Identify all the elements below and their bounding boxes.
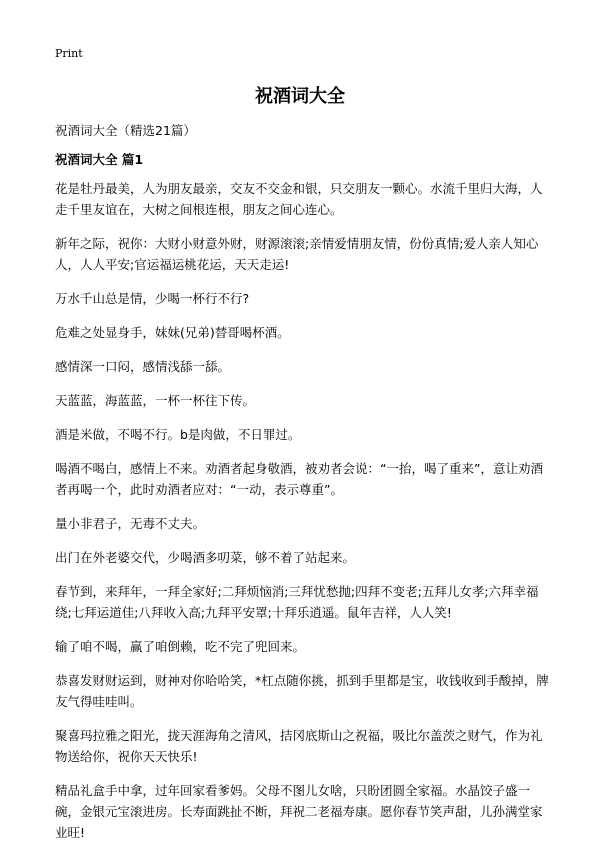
paragraph: 量小非君子，无毒不丈夫。 <box>55 516 206 531</box>
paragraph: 危难之处显身手，妹妹(兄弟)替哥喝杯酒。 <box>55 325 290 340</box>
paragraph: 喝酒不喝白，感情上不来。劝酒者起身敬酒，被劝者会说：“一抬，喝了重来”，意让劝酒者再喝一个，此时劝酒者应对：“一动，表示尊重”。 <box>55 461 543 497</box>
paragraph: 精品礼盒手中拿，过年回家看爹妈。父母不图儿女啥，只盼团圆全家福。水晶饺子盛一碗，金银元宝滚进房。长寿面跳扯不断，拜祝二老福寿康。愿你春节笑声甜，儿孙满堂家业旺! <box>55 783 543 840</box>
paragraph: 新年之际，祝你：大财小财意外财，财源滚滚;亲情爱情朋友情，份份真情;爱人亲人知心人，人人平安;官运福运桃花运，天天走运! <box>55 236 539 272</box>
document-subtitle: 祝酒词大全（精选21篇） <box>55 123 196 138</box>
paragraph: 出门在外老婆交代，少喝酒多叨菜，够不着了站起来。 <box>55 550 356 565</box>
paragraph: 感情深一口闷，感情浅舔一舔。 <box>55 359 231 374</box>
article-body <box>55 178 550 856</box>
paragraph: 花是牡丹最美，人为朋友最亲，交友不交金和银，只交朋友一颗心。水流千里归大海，人走千里友谊在，大树之间根连根，朋友之间心连心。 <box>55 181 543 217</box>
document-title: 祝酒词大全 <box>255 86 345 107</box>
paragraph: 聚喜玛拉雅之阳光，拢天涯海角之清风，拮冈底斯山之祝福，吸比尔盖茨之财气，作为礼物送给你，祝你天天快乐! <box>55 728 543 764</box>
paragraph: 输了咱不喝，赢了咱倒赖，吃不完了兜回来。 <box>55 639 306 654</box>
paragraph: 恭喜发财财运到，财神对你哈哈笑，*杠点随你挑，抓到手里都是宝，收钱收到手酸掉，牌友气得哇哇叫。 <box>55 673 549 709</box>
paragraph: 天蓝蓝，海蓝蓝，一杯一杯往下传。 <box>55 393 256 408</box>
print-link[interactable]: Print <box>55 47 83 60</box>
section-heading: 祝酒词大全 篇1 <box>55 152 144 167</box>
paragraph: 酒是米做，不喝不行。b是肉做，不日罪过。 <box>55 427 301 442</box>
paragraph: 春节到，来拜年，一拜全家好;二拜烦恼消;三拜忧愁抛;四拜不变老;五拜儿女孝;六拜幸福绕;七拜运道佳;八拜收入高;九拜平安罩;十拜乐逍遥。鼠年吉祥，人人笑! <box>55 584 539 620</box>
paragraph: 万水千山总是情，少喝一杯行不行? <box>55 291 250 306</box>
